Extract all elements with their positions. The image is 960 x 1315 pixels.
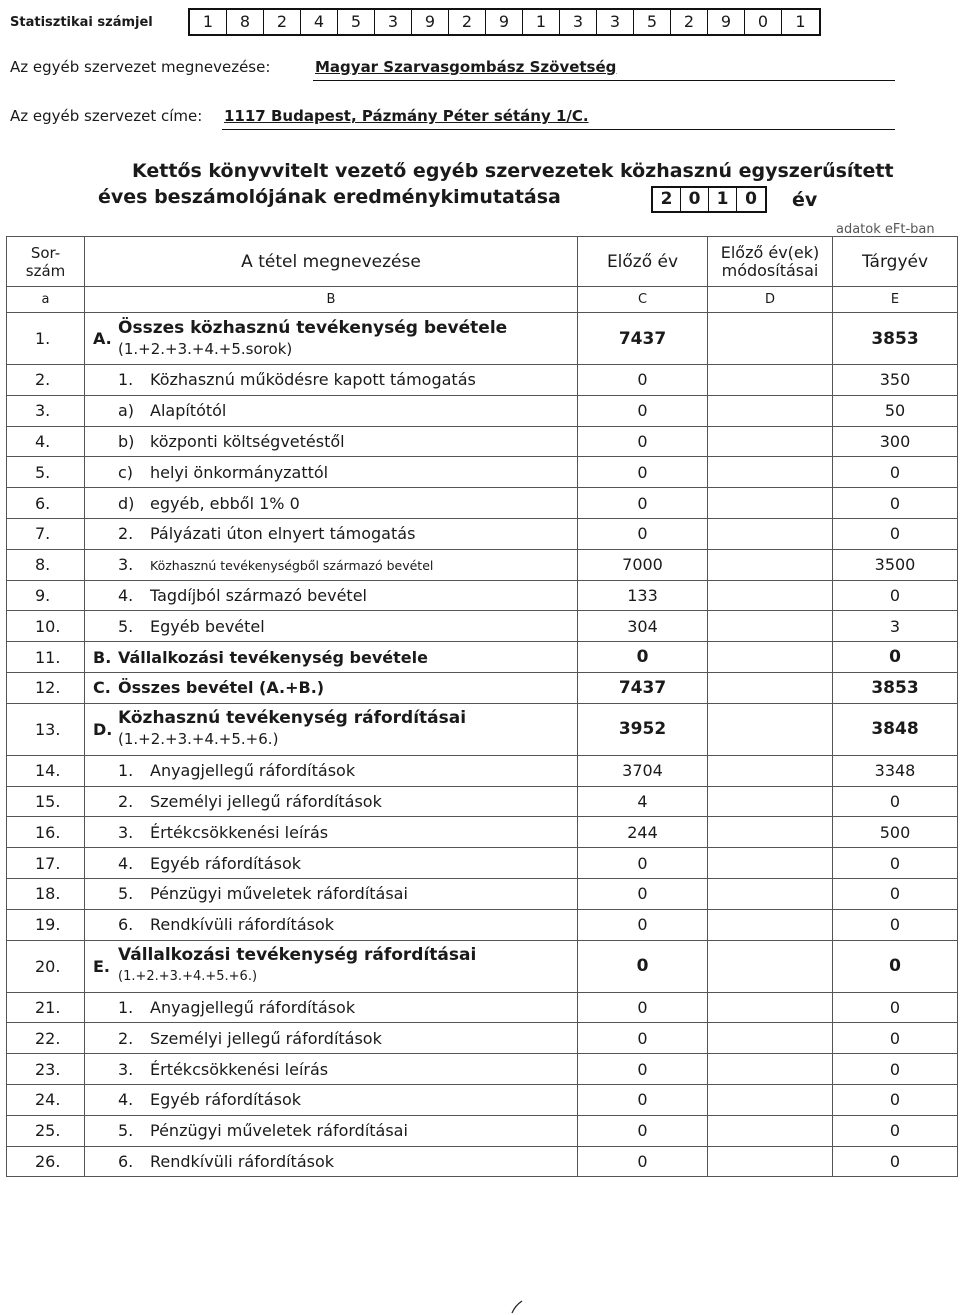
row-modifications bbox=[708, 703, 833, 755]
col-header-current-year: Tárgyév bbox=[833, 237, 958, 287]
row-previous-year: 0 bbox=[578, 426, 708, 457]
row-number: 22. bbox=[7, 1023, 85, 1054]
stat-digit: 5 bbox=[634, 10, 671, 34]
row-mark: 4. bbox=[118, 1090, 134, 1110]
row-mark: 5. bbox=[118, 616, 134, 636]
row-current-year: 50 bbox=[833, 395, 958, 426]
table-row bbox=[7, 992, 958, 1023]
row-item-name bbox=[85, 488, 578, 519]
row-mark: 2. bbox=[118, 1028, 134, 1048]
row-number: 19. bbox=[7, 909, 85, 940]
row-item-name bbox=[85, 672, 578, 703]
report-year-boxes bbox=[651, 186, 767, 213]
row-number: 20. bbox=[7, 940, 85, 992]
row-previous-year: 0 bbox=[578, 457, 708, 488]
row-number: 18. bbox=[7, 878, 85, 909]
row-previous-year: 0 bbox=[578, 1054, 708, 1085]
row-previous-year: 3952 bbox=[578, 703, 708, 755]
row-mark: 5. bbox=[118, 884, 134, 904]
row-current-year: 0 bbox=[833, 1115, 958, 1146]
table-row bbox=[7, 909, 958, 940]
row-mark: E. bbox=[93, 956, 111, 976]
row-mark: 1. bbox=[118, 370, 134, 390]
table-row bbox=[7, 848, 958, 879]
row-mark: D. bbox=[93, 719, 113, 739]
row-number: 24. bbox=[7, 1084, 85, 1115]
row-number: 1. bbox=[7, 313, 85, 365]
row-previous-year: 0 bbox=[578, 1084, 708, 1115]
row-modifications bbox=[708, 1146, 833, 1177]
income-statement-table bbox=[6, 236, 958, 1177]
row-previous-year: 0 bbox=[578, 395, 708, 426]
table-row bbox=[7, 642, 958, 673]
row-previous-year: 3704 bbox=[578, 755, 708, 786]
row-current-year: 500 bbox=[833, 817, 958, 848]
stat-digit: 2 bbox=[264, 10, 301, 34]
row-number: 16. bbox=[7, 817, 85, 848]
stat-digit: 3 bbox=[375, 10, 412, 34]
table-body bbox=[7, 313, 958, 1177]
table-row bbox=[7, 457, 958, 488]
row-number: 4. bbox=[7, 426, 85, 457]
row-text: Alapítótól bbox=[150, 401, 227, 421]
row-text: központi költségvetéstől bbox=[150, 431, 345, 451]
row-number: 13. bbox=[7, 703, 85, 755]
table-row bbox=[7, 549, 958, 580]
row-mark: C. bbox=[93, 678, 111, 698]
col-header-item-name: A tétel megnevezése bbox=[85, 237, 578, 287]
row-number: 14. bbox=[7, 755, 85, 786]
org-address-line bbox=[10, 107, 589, 125]
table-row bbox=[7, 580, 958, 611]
row-number: 12. bbox=[7, 672, 85, 703]
row-item-name bbox=[85, 817, 578, 848]
row-current-year: 0 bbox=[833, 786, 958, 817]
stat-number-label: Statisztikai számjel bbox=[10, 14, 153, 30]
row-previous-year: 133 bbox=[578, 580, 708, 611]
row-item-name bbox=[85, 703, 578, 755]
row-previous-year: 0 bbox=[578, 848, 708, 879]
year-digit: 0 bbox=[745, 189, 757, 209]
year-digit: 2 bbox=[653, 188, 681, 211]
row-number: 3. bbox=[7, 395, 85, 426]
row-current-year: 0 bbox=[833, 1146, 958, 1177]
table-row bbox=[7, 1146, 958, 1177]
row-number: 11. bbox=[7, 642, 85, 673]
stat-digit: 5 bbox=[338, 10, 375, 34]
row-current-year: 300 bbox=[833, 426, 958, 457]
row-text: Tagdíjból származó bevétel bbox=[150, 585, 367, 605]
row-item-name bbox=[85, 786, 578, 817]
row-text: Közhasznú tevékenységből származó bevétel bbox=[150, 558, 434, 574]
row-item-name bbox=[85, 426, 578, 457]
row-text: Összes bevétel (A.+B.) bbox=[118, 678, 325, 698]
stat-digit: 2 bbox=[671, 10, 708, 34]
stat-digit: 0 bbox=[745, 10, 782, 34]
row-current-year: 3348 bbox=[833, 755, 958, 786]
row-number: 6. bbox=[7, 488, 85, 519]
org-name-value: Magyar Szarvasgombász Szövetség bbox=[315, 58, 617, 76]
stat-number-row bbox=[10, 8, 821, 36]
row-number: 21. bbox=[7, 992, 85, 1023]
row-mark: a) bbox=[118, 401, 135, 421]
row-current-year: 3500 bbox=[833, 549, 958, 580]
row-text: egyéb, ebből 1% 0 bbox=[150, 493, 300, 513]
table-row bbox=[7, 672, 958, 703]
row-modifications bbox=[708, 1115, 833, 1146]
row-text: Anyagjellegű ráfordítások bbox=[150, 761, 356, 781]
row-previous-year: 0 bbox=[578, 518, 708, 549]
row-current-year: 0 bbox=[833, 909, 958, 940]
row-previous-year: 7437 bbox=[578, 313, 708, 365]
row-mark: 5. bbox=[118, 1121, 134, 1141]
row-current-year: 0 bbox=[833, 518, 958, 549]
row-mark: 3. bbox=[118, 822, 134, 842]
row-item-name bbox=[85, 940, 578, 992]
row-mark: 3. bbox=[118, 1059, 134, 1079]
row-formula: (1.+2.+3.+4.+5.+6.) bbox=[118, 730, 279, 749]
row-item-name bbox=[85, 611, 578, 642]
row-text: Pénzügyi műveletek ráfordításai bbox=[150, 1121, 408, 1141]
row-item-name bbox=[85, 755, 578, 786]
row-mark: d) bbox=[118, 493, 135, 513]
stat-digit: 9 bbox=[708, 10, 745, 34]
row-mark: 6. bbox=[118, 1151, 134, 1171]
org-address-label: Az egyéb szervezet címe: bbox=[10, 107, 203, 125]
table-row bbox=[7, 395, 958, 426]
row-number: 2. bbox=[7, 365, 85, 396]
row-modifications bbox=[708, 755, 833, 786]
row-previous-year: 304 bbox=[578, 611, 708, 642]
row-text: Vállalkozási tevékenység bevétele bbox=[118, 647, 428, 667]
stat-digit: 1 bbox=[190, 10, 227, 34]
row-item-name bbox=[85, 992, 578, 1023]
row-mark: B. bbox=[93, 647, 112, 667]
report-title-line1: Kettős könyvvitelt vezető egyéb szervezetek közhasznú egyszerűsített bbox=[132, 160, 894, 182]
row-text: Rendkívüli ráfordítások bbox=[150, 915, 335, 935]
row-mark: A. bbox=[93, 329, 112, 348]
row-number: 9. bbox=[7, 580, 85, 611]
row-previous-year: 0 bbox=[578, 878, 708, 909]
row-item-name bbox=[85, 1054, 578, 1085]
row-text: Pályázati úton elnyert támogatás bbox=[150, 524, 416, 544]
row-text: Egyéb ráfordítások bbox=[150, 1090, 301, 1110]
row-number: 8. bbox=[7, 549, 85, 580]
row-item-name bbox=[85, 518, 578, 549]
row-number: 17. bbox=[7, 848, 85, 879]
table-letter-row bbox=[7, 287, 958, 313]
row-current-year: 3853 bbox=[833, 313, 958, 365]
row-item-name bbox=[85, 1023, 578, 1054]
row-mark: 1. bbox=[118, 761, 134, 781]
row-mark: 2. bbox=[118, 791, 134, 811]
table-row bbox=[7, 313, 958, 365]
row-text: Pénzügyi műveletek ráfordításai bbox=[150, 884, 408, 904]
row-current-year: 350 bbox=[833, 365, 958, 396]
stat-digit: 2 bbox=[449, 10, 486, 34]
row-modifications bbox=[708, 786, 833, 817]
row-current-year: 3 bbox=[833, 611, 958, 642]
row-number: 23. bbox=[7, 1054, 85, 1085]
row-modifications bbox=[708, 642, 833, 673]
row-mark: 2. bbox=[118, 524, 134, 544]
stat-digit: 3 bbox=[597, 10, 634, 34]
row-previous-year: 0 bbox=[578, 940, 708, 992]
row-modifications bbox=[708, 1054, 833, 1085]
row-previous-year: 0 bbox=[578, 992, 708, 1023]
stat-digit: 9 bbox=[412, 10, 449, 34]
stat-digit: 1 bbox=[523, 10, 560, 34]
org-name-line bbox=[10, 58, 616, 76]
row-text: Összes közhasznú tevékenység bevétele bbox=[118, 317, 508, 338]
row-modifications bbox=[708, 1023, 833, 1054]
year-digit: 0 bbox=[681, 188, 709, 211]
row-previous-year: 0 bbox=[578, 488, 708, 519]
row-modifications bbox=[708, 817, 833, 848]
row-current-year: 0 bbox=[833, 457, 958, 488]
row-item-name bbox=[85, 1146, 578, 1177]
row-item-name bbox=[85, 848, 578, 879]
row-current-year: 0 bbox=[833, 488, 958, 519]
col-header-row-number: Sor- szám bbox=[7, 237, 85, 287]
col-header-modifications: Előző év(ek) módosításai bbox=[708, 237, 833, 287]
col-letter-d: D bbox=[708, 287, 833, 313]
stat-digit: 9 bbox=[486, 10, 523, 34]
stat-digit: 1 bbox=[795, 12, 806, 31]
row-text: Személyi jellegű ráfordítások bbox=[150, 791, 382, 811]
table-row bbox=[7, 426, 958, 457]
row-current-year: 0 bbox=[833, 1084, 958, 1115]
row-mark: 4. bbox=[118, 585, 134, 605]
table-row bbox=[7, 755, 958, 786]
row-number: 26. bbox=[7, 1146, 85, 1177]
col-letter-b: B bbox=[85, 287, 578, 313]
table-header-row bbox=[7, 237, 958, 287]
table-row bbox=[7, 940, 958, 992]
stat-number-boxes bbox=[188, 8, 821, 36]
row-item-name bbox=[85, 313, 578, 365]
stat-digit: 8 bbox=[227, 10, 264, 34]
row-current-year: 0 bbox=[833, 940, 958, 992]
row-mark: 4. bbox=[118, 853, 134, 873]
row-item-name bbox=[85, 1115, 578, 1146]
row-current-year: 0 bbox=[833, 1023, 958, 1054]
row-mark: c) bbox=[118, 462, 134, 482]
col-letter-a: a bbox=[7, 287, 85, 313]
row-item-name bbox=[85, 878, 578, 909]
table-row bbox=[7, 518, 958, 549]
row-mark: 6. bbox=[118, 915, 134, 935]
row-modifications bbox=[708, 909, 833, 940]
table-row bbox=[7, 786, 958, 817]
row-item-name bbox=[85, 909, 578, 940]
stat-digit: 4 bbox=[301, 10, 338, 34]
row-previous-year: 0 bbox=[578, 1115, 708, 1146]
row-number: 15. bbox=[7, 786, 85, 817]
row-modifications bbox=[708, 518, 833, 549]
row-item-name bbox=[85, 365, 578, 396]
row-current-year: 0 bbox=[833, 580, 958, 611]
row-modifications bbox=[708, 488, 833, 519]
row-previous-year: 4 bbox=[578, 786, 708, 817]
row-mark: 3. bbox=[118, 555, 134, 575]
row-modifications bbox=[708, 940, 833, 992]
row-modifications bbox=[708, 878, 833, 909]
row-text: Értékcsökkenési leírás bbox=[150, 1059, 329, 1079]
table-row bbox=[7, 878, 958, 909]
report-title-line2: éves beszámolójának eredménykimutatása bbox=[98, 186, 561, 208]
row-modifications bbox=[708, 611, 833, 642]
unit-note: adatok eFt-ban bbox=[836, 222, 935, 237]
org-address-rule bbox=[222, 129, 895, 130]
row-text: Rendkívüli ráfordítások bbox=[150, 1151, 335, 1171]
row-text: Személyi jellegű ráfordítások bbox=[150, 1028, 382, 1048]
row-current-year: 3853 bbox=[833, 672, 958, 703]
org-address-value: 1117 Budapest, Pázmány Péter sétány 1/C. bbox=[224, 107, 589, 125]
row-text: Egyéb bevétel bbox=[150, 616, 265, 636]
row-text: helyi önkormányzattól bbox=[150, 462, 329, 482]
row-modifications bbox=[708, 672, 833, 703]
row-text: Értékcsökkenési leírás bbox=[150, 822, 329, 842]
row-current-year: 0 bbox=[833, 1054, 958, 1085]
col-letter-e: E bbox=[833, 287, 958, 313]
row-item-name bbox=[85, 395, 578, 426]
row-previous-year: 0 bbox=[578, 365, 708, 396]
org-name-label: Az egyéb szervezet megnevezése: bbox=[10, 58, 271, 76]
row-current-year: 3848 bbox=[833, 703, 958, 755]
row-modifications bbox=[708, 1084, 833, 1115]
table-row bbox=[7, 703, 958, 755]
row-text: Közhasznú működésre kapott támogatás bbox=[150, 370, 476, 390]
row-text: Anyagjellegű ráfordítások bbox=[150, 997, 356, 1017]
table-row bbox=[7, 365, 958, 396]
row-modifications bbox=[708, 580, 833, 611]
row-formula: (1.+2.+3.+4.+5.sorok) bbox=[118, 339, 293, 358]
row-number: 25. bbox=[7, 1115, 85, 1146]
row-previous-year: 0 bbox=[578, 909, 708, 940]
row-number: 5. bbox=[7, 457, 85, 488]
row-previous-year: 0 bbox=[578, 1146, 708, 1177]
row-modifications bbox=[708, 549, 833, 580]
row-previous-year: 0 bbox=[578, 642, 708, 673]
row-current-year: 0 bbox=[833, 878, 958, 909]
row-text: Egyéb ráfordítások bbox=[150, 853, 301, 873]
table-row bbox=[7, 1023, 958, 1054]
row-mark: 1. bbox=[118, 997, 134, 1017]
table-row bbox=[7, 1084, 958, 1115]
row-previous-year: 244 bbox=[578, 817, 708, 848]
row-text: Közhasznú tevékenység ráfordításai bbox=[118, 708, 467, 729]
table-row bbox=[7, 1115, 958, 1146]
row-modifications bbox=[708, 992, 833, 1023]
row-modifications bbox=[708, 426, 833, 457]
row-modifications bbox=[708, 457, 833, 488]
row-text: Vállalkozási tevékenység ráfordításai bbox=[118, 945, 477, 966]
row-modifications bbox=[708, 365, 833, 396]
row-item-name bbox=[85, 580, 578, 611]
row-modifications bbox=[708, 395, 833, 426]
row-number: 7. bbox=[7, 518, 85, 549]
row-mark: b) bbox=[118, 431, 135, 451]
row-item-name bbox=[85, 642, 578, 673]
row-previous-year: 7000 bbox=[578, 549, 708, 580]
stat-digit: 3 bbox=[560, 10, 597, 34]
row-item-name bbox=[85, 1084, 578, 1115]
row-current-year: 0 bbox=[833, 642, 958, 673]
row-number: 10. bbox=[7, 611, 85, 642]
col-header-previous-year: Előző év bbox=[578, 237, 708, 287]
table-row bbox=[7, 817, 958, 848]
row-item-name bbox=[85, 457, 578, 488]
year-suffix: év bbox=[792, 189, 818, 211]
col-letter-c: C bbox=[578, 287, 708, 313]
row-item-name bbox=[85, 549, 578, 580]
handwritten-mark bbox=[510, 1300, 524, 1315]
row-previous-year: 0 bbox=[578, 1023, 708, 1054]
row-previous-year: 7437 bbox=[578, 672, 708, 703]
row-modifications bbox=[708, 313, 833, 365]
table-row bbox=[7, 488, 958, 519]
org-name-rule bbox=[313, 80, 895, 81]
table-row bbox=[7, 611, 958, 642]
row-formula: (1.+2.+3.+4.+5.+6.) bbox=[118, 969, 258, 985]
year-digit: 1 bbox=[709, 188, 737, 211]
table-row bbox=[7, 1054, 958, 1085]
row-current-year: 0 bbox=[833, 848, 958, 879]
row-modifications bbox=[708, 848, 833, 879]
row-current-year: 0 bbox=[833, 992, 958, 1023]
